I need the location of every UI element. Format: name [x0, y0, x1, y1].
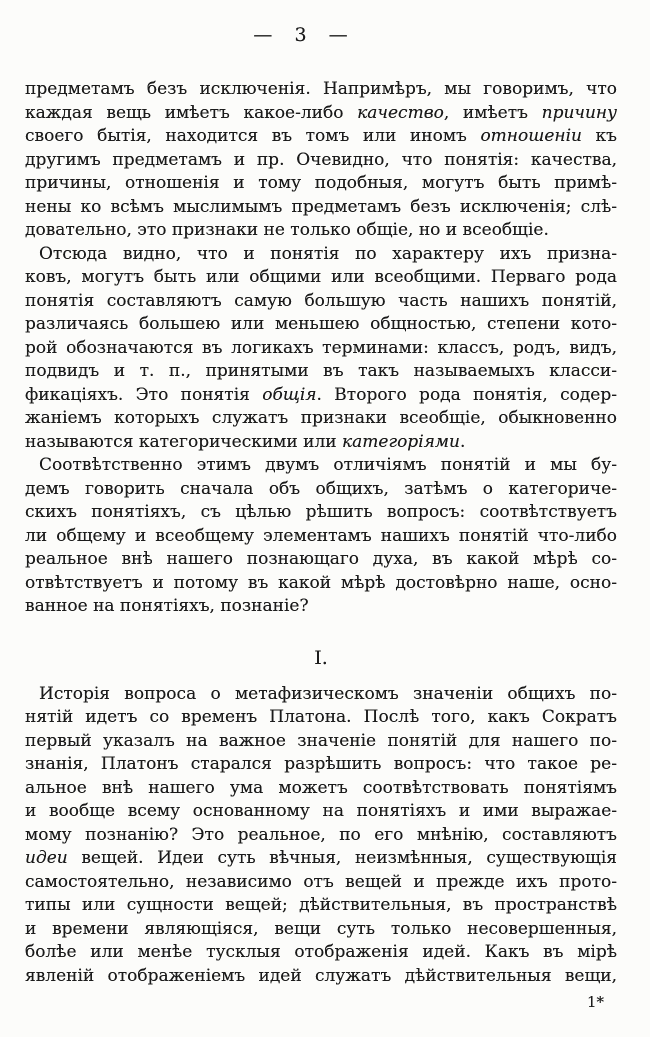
text-segment: различаясь большею или меньшею общностью, степени кото- [25, 314, 617, 334]
paragraph [25, 78, 617, 243]
text-segment: довательно, это признаки не только общіе, но и всеобщіе. [25, 220, 549, 240]
text-line [25, 360, 617, 384]
signature-mark: 1* [586, 993, 604, 1011]
text-segment: жаніемъ которыхъ служатъ признаки всеобщіе, обыкновенно [25, 408, 617, 428]
text-segment: причины, отношенія и тому подобныя, могутъ быть примѣ- [25, 173, 617, 193]
text-segment: демъ говорить сначала объ общихъ, затѣмъ о категориче- [25, 478, 617, 499]
text-line [25, 847, 617, 871]
italic-text: отношеніи [480, 126, 582, 146]
page-number: — 3 — [253, 24, 349, 46]
text-line [25, 431, 617, 455]
text-segment: отвѣтствуетъ и потому въ какой мѣрѣ достовѣрно наше, осно- [25, 572, 617, 593]
text-segment: , имѣетъ [443, 102, 542, 123]
text-line [25, 730, 617, 754]
text-line [25, 941, 617, 965]
italic-text: категоріями [342, 431, 460, 452]
text-segment: альное внѣ нашего ума можетъ соотвѣтствовать понятіямъ [25, 777, 617, 798]
text-segment: ли общему и всеобщему элементамъ нашихъ понятій что-либо [25, 525, 617, 546]
text-segment: ванное на понятіяхъ, познаніе? [25, 596, 309, 616]
paragraph [25, 243, 617, 455]
text-line [25, 290, 617, 314]
text-segment: и времени являющіяся, вещи суть только несовершенныя, [25, 918, 617, 939]
text-segment: называются категорическими или [25, 431, 343, 452]
text-line [25, 407, 617, 431]
text-line [25, 595, 617, 619]
text-line [25, 683, 617, 707]
text-segment: рой обозначаются въ логикахъ терминами: классъ, родъ, видъ, [25, 337, 617, 358]
text-segment: реальное внѣ нашего познающаго духа, въ какой мѣрѣ со- [25, 549, 617, 569]
text-segment: самостоятельно, независимо отъ вещей и прежде ихъ прото- [25, 871, 617, 892]
text-line [25, 384, 617, 408]
text-line [25, 965, 617, 989]
text-segment: Отсюда видно, что и понятія по характеру ихъ призна- [39, 243, 617, 264]
paragraph [25, 683, 617, 989]
text-line [25, 454, 617, 478]
text-line [25, 824, 617, 848]
text-line [25, 196, 617, 220]
text-line [25, 501, 617, 525]
section-heading: I. [314, 646, 328, 669]
italic-text: причину [541, 102, 617, 123]
text-line [25, 753, 617, 777]
text-segment: понятія составляютъ самую большую часть нашихъ понятій, [25, 290, 617, 311]
text-line [25, 102, 617, 126]
text-line [25, 219, 617, 243]
text-segment: знанія, Платонъ старался разрѣшить вопросъ: что такое ре- [25, 754, 617, 774]
text-segment: типы или сущности вещей; дѣйствительныя, въ пространствѣ [25, 895, 617, 915]
text-line [25, 149, 617, 173]
text-segment: . [459, 431, 466, 452]
text-line [25, 266, 617, 290]
text-block [25, 78, 617, 988]
text-segment: каждая вещь имѣетъ какое-либо [25, 102, 358, 123]
italic-text: идеи [25, 848, 68, 868]
text-segment: предметамъ безъ исключенія. Напримѣръ, мы говоримъ, что [25, 79, 617, 99]
text-segment: вещей. Идеи суть вѣчныя, неизмѣнныя, существующія [67, 848, 617, 868]
text-line [25, 777, 617, 801]
text-segment: мому познанію? Это реальное, по его мнѣнію, составляютъ [25, 824, 617, 845]
text-line [25, 894, 617, 918]
text-segment: другимъ предметамъ и пр. Очевидно, что понятія: качества, [25, 149, 617, 170]
text-line [25, 800, 617, 824]
text-line [25, 313, 617, 337]
text-segment: и вообще всему основанному на понятіяхъ и ими выражае- [25, 801, 617, 821]
page-header [5, 22, 597, 48]
text-segment: подвидъ и т. п., принятыми въ такъ называемыхъ класси- [25, 361, 617, 381]
text-line [25, 243, 617, 267]
text-line [25, 871, 617, 895]
text-line [25, 172, 617, 196]
text-segment: къ [581, 126, 617, 146]
text-line [25, 78, 617, 102]
text-segment: болѣе или менѣе тусклыя отображенія идей. Какъ въ мірѣ [25, 942, 617, 962]
italic-text: общія [262, 384, 317, 405]
paragraph [25, 454, 617, 619]
text-line [25, 548, 617, 572]
text-line [25, 337, 617, 361]
text-line [25, 572, 617, 596]
text-segment: скихъ понятіяхъ, съ цѣлью рѣшить вопросъ: соотвѣтствуетъ [25, 502, 617, 522]
text-segment: фикаціяхъ. Это понятія [25, 384, 263, 405]
text-segment: нены ко всѣмъ мыслимымъ предметамъ безъ исключенія; слѣ- [25, 196, 617, 217]
text-segment: ковъ, могутъ быть или общими или всеобщими. Перваго рода [25, 267, 617, 287]
text-segment: нятій идетъ со временъ Платона. Послѣ того, какъ Сократъ [25, 707, 617, 727]
italic-text: качество [357, 102, 444, 123]
text-segment: своего бытія, находится въ томъ или иномъ [25, 126, 481, 146]
text-segment: Соотвѣтственно этимъ двумъ отличіямъ понятій и мы бу- [39, 455, 617, 475]
text-line [25, 478, 617, 502]
text-line [25, 125, 617, 149]
text-segment: Исторія вопроса о метафизическомъ значеніи общихъ по- [39, 683, 617, 704]
text-line [25, 706, 617, 730]
text-line [25, 918, 617, 942]
text-segment: . Второго рода понятія, содер- [316, 384, 617, 405]
text-segment: явленій отображеніемъ идей служатъ дѣйствительныя вещи, [25, 965, 617, 986]
text-line [25, 525, 617, 549]
text-segment: первый указалъ на важное значеніе понятій для нашего по- [25, 730, 617, 751]
